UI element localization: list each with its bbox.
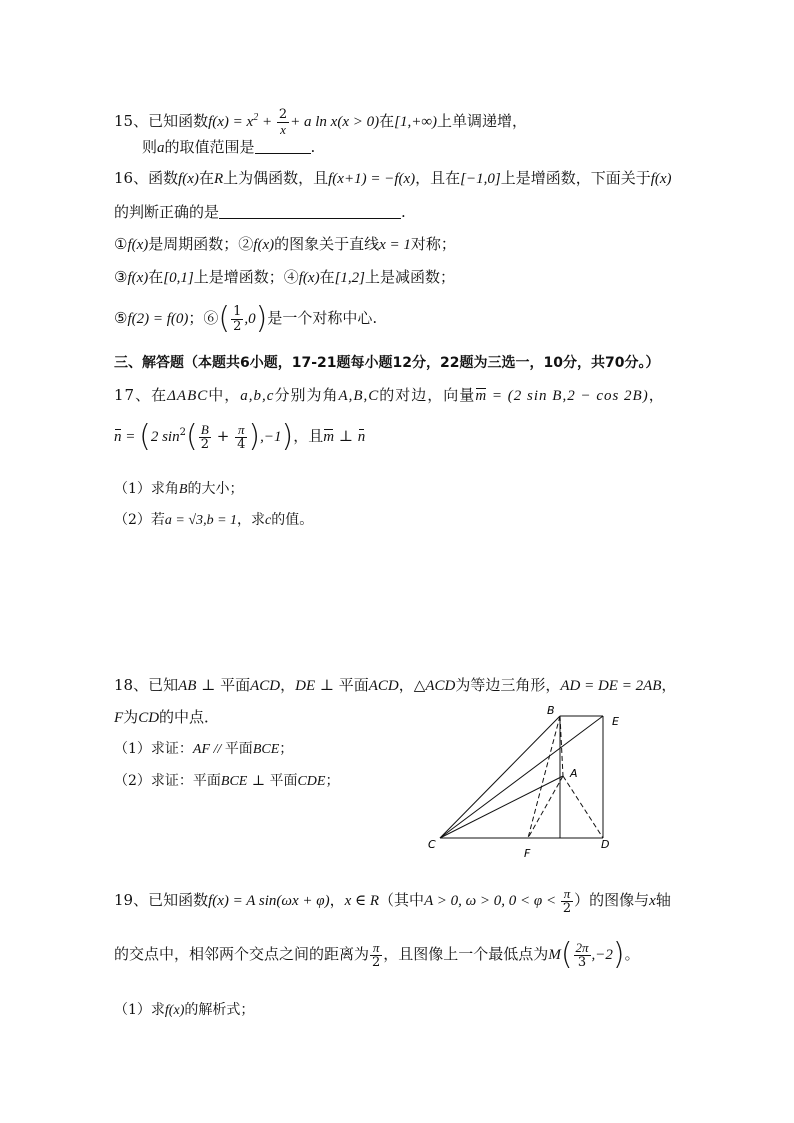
text: 上为偶函数，且 [223,169,329,187]
text: 已知函数 [148,891,209,910]
frac-num: 1 [233,303,242,319]
vertex-label-D: D [601,838,610,851]
text: . [401,203,406,221]
math: f(x) = A sin(ωx + φ) [208,893,330,910]
frac-den: 4 [237,436,246,452]
vector-m: m [323,429,335,445]
math: + a ln x(x > 0) [290,114,380,131]
text: 平面 [224,741,253,757]
text: ）的图像与 [574,891,650,910]
math: f(2) = f(0) [127,311,189,327]
math: f(x+1) = −f(x) [328,171,416,187]
q16-options-3 [114,301,378,336]
math: ΔABC [167,388,209,404]
math: a,b,c [240,388,275,404]
math: a = [164,513,189,528]
q17-line2 [114,419,366,454]
text: ； [325,773,340,789]
text: （2）若 [114,512,165,528]
math: A,B,C [338,388,380,404]
text: 是周期函数；② [148,235,254,253]
math: f(x) [164,1003,185,1018]
text: 的大小； [187,481,244,497]
text: 的判断正确的是 [114,203,220,221]
q18-sub2 [114,774,339,789]
math: DE [295,678,316,694]
vertex-label-B: B [547,704,555,717]
exponent: 2 [253,112,259,124]
math: [1,+∞) [394,114,438,131]
option-marker: ③ [114,268,128,286]
math: AD = DE = 2AB [560,678,662,694]
text: 。 [624,945,640,963]
q19-line1 [114,887,671,915]
q16-options-2 [114,270,455,286]
text: ，且图像上一个最低点为 [383,945,549,963]
q18-line1 [114,678,676,694]
math: f(x) [178,171,199,187]
vertex-label-F: F [524,847,531,860]
right-paren: ) [281,419,294,454]
q15-line1 [114,108,527,136]
math: x ∈ R [344,893,380,910]
q18-line2 [114,710,219,726]
math: ,b = 1 [203,513,238,528]
frac-num: B [200,421,209,437]
math: ,−2 [591,947,613,963]
left-paren: ( [185,419,198,454]
math: x = 1 [379,237,411,253]
math: f(x) [650,171,672,187]
q17-sub1 [114,482,243,497]
math: ACD [425,678,456,694]
text: ，且在 [415,169,461,187]
edge-AD-dashed [563,776,603,838]
exponent: 2 [179,427,186,438]
math: f(x) [253,237,275,253]
frac-num: π [563,886,571,901]
math: ,0 [244,311,256,327]
text: ⊥ 平面 [315,676,369,694]
text: ，求 [237,512,266,528]
text: 在 [379,112,395,131]
math: + [211,427,235,445]
math: 2 sin [150,429,180,445]
text: ，且 [293,427,324,445]
text: ， [329,891,345,910]
frac-num: π [372,939,380,955]
text: 为等边三角形， [455,676,561,694]
text: . [310,138,316,156]
geometry-figure [420,700,620,865]
option-marker: ⑤ [114,309,128,327]
math: + [258,114,276,131]
frac-num: 2π [575,939,589,955]
fraction [370,941,382,969]
math: ACD [368,678,399,694]
math: a [157,140,165,156]
text: 上是增函数，下面关于 [500,169,651,187]
left-paren: ( [560,937,573,972]
q16-line2 [114,204,406,220]
text: ， [661,676,677,694]
edge-BF-dashed [528,716,560,838]
frac-num: 2 [278,107,288,122]
text: （1）求证： [114,741,193,757]
right-paren: ) [255,301,268,336]
text: 的解析式； [184,1002,255,1018]
math: BCE [220,774,248,789]
fraction [561,887,573,915]
text: 是一个对称中心. [267,309,378,327]
text: 已知函数 [148,112,209,131]
text: 中， [208,386,241,404]
text: ，△ [398,676,426,694]
math: AF // [192,742,225,757]
section-heading: 三、解答题（本题共6小题，17-21题每小题12分，22题为三选一，10分，共70分。） [114,355,660,371]
vertex-label-E: E [612,715,619,728]
text: 在 [319,268,335,286]
edge-CE [440,716,603,838]
text: 上单调递增， [437,112,528,131]
math: = [121,429,140,445]
text: 在 [148,268,164,286]
vector-n: n [114,429,122,445]
math: c [265,513,272,528]
text: ⊥ 平面 [247,773,298,789]
math: √3 [188,513,204,528]
math: AB [178,678,197,694]
math: M [548,947,561,963]
text: 已知 [148,676,179,694]
text: ， [280,676,296,694]
math: [1,2] [334,270,366,286]
answer-blank[interactable] [255,139,311,154]
frac-den: 3 [574,955,591,970]
text: 函数 [148,169,179,187]
question-number: 18、 [114,676,149,694]
math: f(x) [127,237,149,253]
frac-num: π [237,421,245,437]
math: F [114,710,124,726]
edge-CA [440,776,563,838]
question-number: 16、 [114,169,149,187]
math: f(x) [298,270,320,286]
math: = (2 sin B,2 − cos 2B) [487,388,649,404]
math: [0,1] [163,270,194,286]
option-marker: ① [114,235,128,253]
text: 为 [123,708,139,726]
q18-sub1 [114,742,293,757]
math: CDE [297,774,326,789]
frac-den: 2 [562,900,572,916]
fraction [231,305,243,333]
text: （1）求角 [114,481,179,497]
text: ；⑥ [188,309,219,327]
math: B [178,482,188,497]
text: 对称； [410,235,456,253]
fraction [199,423,211,451]
frac-den: x [277,122,289,137]
text: 的对边，向量 [379,386,476,404]
text: 的图象关于直线 [274,235,380,253]
vector-m: m [475,388,488,404]
frac-den: 2 [233,318,242,334]
q16-line1 [114,171,672,187]
text: ， [648,386,665,404]
math: R [213,171,224,187]
question-number: 15、 [114,112,149,131]
text: （1）求 [114,1002,165,1018]
frac-den: 2 [200,436,209,452]
text: 上是增函数；④ [193,268,299,286]
answer-blank[interactable] [219,204,401,219]
left-paren: ( [218,301,231,336]
vector-n: n [357,429,366,445]
q19-sub1 [114,1003,254,1018]
question-number: 17、 [114,386,152,404]
text: 轴 [655,891,671,910]
math: ⊥ [334,427,358,445]
math: x [649,893,656,910]
math: ACD [250,678,281,694]
math: [−1,0] [460,171,501,187]
q17-sub2 [114,513,313,528]
math: f(x) [127,270,149,286]
q16-options-1 [114,237,456,253]
math: f(x) = x [208,114,254,131]
math: ,−1 [260,429,282,445]
vertex-label-A: A [570,767,578,780]
right-paren: ) [248,419,261,454]
text: 分别为角 [274,386,339,404]
math: A > 0, ω > 0, 0 < φ < [424,893,560,910]
q17-line1 [114,388,665,404]
fraction [277,108,289,136]
q15-line2 [142,139,315,156]
text: 的交点中，相邻两个交点之间的距离为 [114,945,370,963]
text: ⊥ 平面 [196,676,251,694]
text: 的取值范围是 [164,138,255,156]
text: （2）求证：平面 [114,773,221,789]
math: BCE [252,742,280,757]
text: 则 [142,138,158,156]
text: （其中 [379,891,425,910]
left-paren: ( [139,419,151,454]
vertex-label-C: C [428,838,436,851]
text: 在 [198,169,214,187]
fraction [235,423,247,451]
text: 的值。 [271,512,314,528]
text: 在 [151,386,168,404]
text: ； [279,741,294,757]
math: CD [138,710,160,726]
text: 上是减函数； [365,268,456,286]
question-number: 19、 [114,891,149,910]
q19-line2 [114,937,640,972]
fraction [574,941,591,969]
edge-CB [440,716,560,838]
right-paren: ) [612,937,625,972]
text: 的中点． [159,708,220,726]
frac-den: 2 [372,954,381,970]
